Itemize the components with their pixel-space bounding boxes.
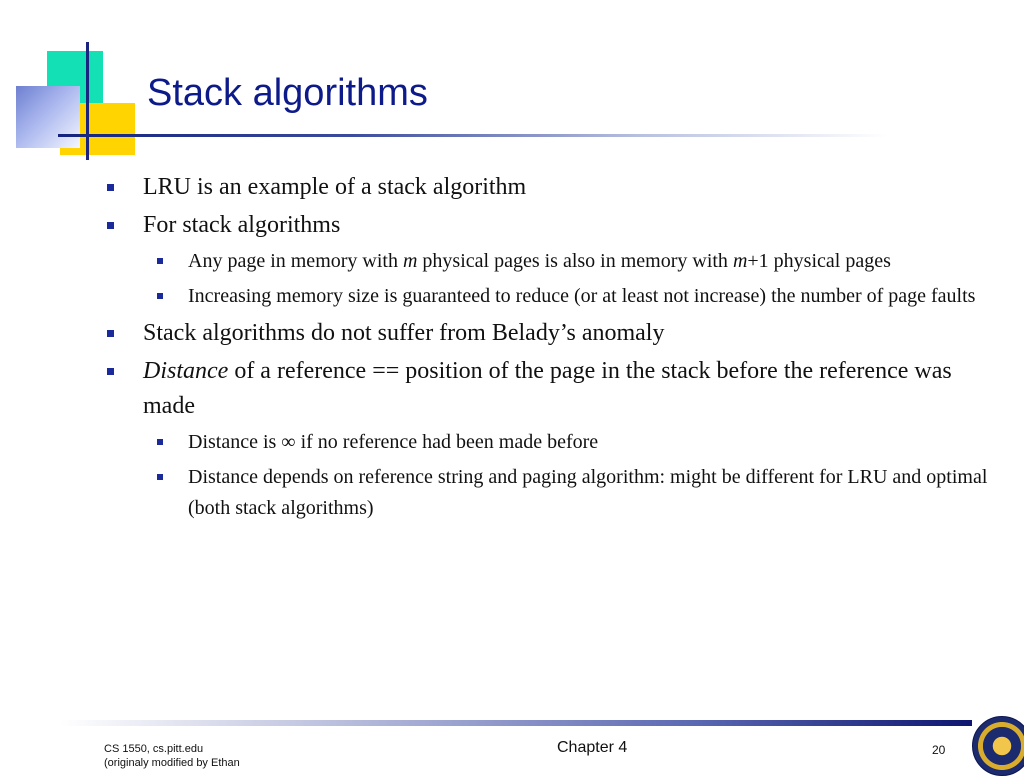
footer-course (104, 742, 344, 770)
subbullet-increasing-memory: Increasing memory size is guaranteed to reduce (or at least not increase) the number of page faults (145, 281, 1000, 312)
slide-title: Stack algorithms (147, 72, 428, 114)
subbullet-distance-depends: Distance depends on reference string and paging algorithm: might be different for LRU and optimal (both stack algorithms) (145, 462, 1000, 524)
footer-rule (60, 720, 972, 726)
subbullet-distance-infinity: Distance is ∞ if no reference had been made before (145, 427, 1000, 458)
bullet-distance: Distance of a reference == position of the page in the stack before the reference was made (100, 354, 1000, 424)
bullet-lru: LRU is an example of a stack algorithm (100, 170, 1000, 205)
bullet-for-stack: For stack algorithms (100, 208, 1000, 243)
bullet-belady: Stack algorithms do not suffer from Belady’s anomaly (100, 316, 1000, 351)
university-seal-icon (972, 716, 1024, 776)
footer-chapter: Chapter 4 (557, 739, 628, 756)
subbullet-any-page: Any page in memory with m physical pages is also in memory with m+1 physical pages (145, 246, 1000, 277)
page-number: 20 (932, 743, 946, 757)
title-underline (58, 134, 888, 137)
bullet-list (100, 170, 1000, 528)
footer-course-line2: (originaly modified by Ethan (104, 757, 240, 769)
vertical-rule (86, 42, 89, 160)
footer-course-line1: CS 1550, cs.pitt.edu (104, 743, 204, 755)
blue-gradient-square (16, 86, 80, 148)
